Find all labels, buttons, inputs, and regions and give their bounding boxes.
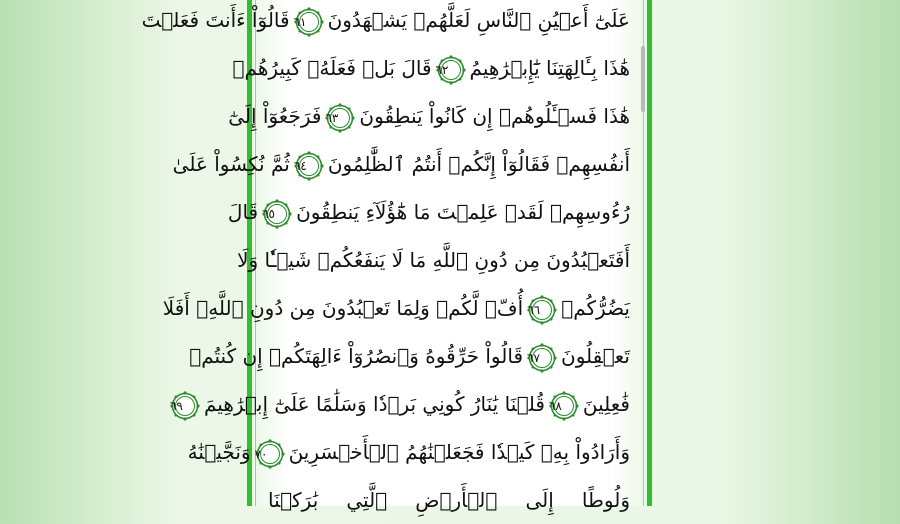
verse-line <box>237 236 630 284</box>
verse-line <box>268 476 630 524</box>
ayah-number: ٦٤ <box>293 158 307 173</box>
verse-line <box>187 428 630 476</box>
verse-text: فَرَجَعُوٓاْ إِلَىٰٓ <box>228 104 322 128</box>
ayah-number-marker <box>294 151 324 181</box>
verse-text: قَالُوٓاْ ءَأَنتَ فَعَلۡتَ <box>141 8 290 32</box>
verse-text: قَالَ <box>227 200 259 224</box>
verse-text: وَأَرَادُواْ بِهِۦ كَيۡدٗا فَجَعَلۡنَٰهُمُ ٱلۡأَخۡسَرِينَ <box>288 440 630 464</box>
verse-line <box>141 0 630 44</box>
ayah-number-marker <box>170 391 200 421</box>
ayah-number: ٦٣ <box>325 110 339 125</box>
verse-text: فَٰعِلِينَ <box>582 392 630 416</box>
verse-line <box>227 188 630 236</box>
ayah-number-marker <box>294 7 324 37</box>
ayah-number: ٦٥ <box>262 206 275 221</box>
verse-line <box>172 140 630 188</box>
ayah-number: ٦٩ <box>169 398 183 413</box>
verse-text: قُلۡنَا يَٰنَارُ كُونِي بَرۡدٗا وَسَلَٰمًا عَلَىٰٓ إِبۡرَٰهِيمَ <box>203 392 545 416</box>
ayah-number: ٦١ <box>293 14 307 29</box>
verse-line <box>189 332 630 380</box>
ayah-number: ٦٦ <box>527 302 541 317</box>
ayah-number-marker <box>527 295 557 325</box>
verse-text: قَالُواْ حَرِّقُوهُ وَٱنصُرُوٓاْ ءَالِهَتَكُمۡ إِن كُنتُمۡ <box>189 344 524 368</box>
verse-text: أُفّٖ لَّكُمۡ وَلِمَا تَعۡبُدُونَ مِن دُونِ ٱللَّهِۚ أَفَلَا <box>162 296 524 320</box>
verse-text: هَٰذَا فَسۡـَٔلُوهُمۡ إِن كَانُواْ يَنطِقُونَ <box>359 104 630 128</box>
verse-text: وَلُوطًا إِلَى ٱلۡأَرۡضِ ٱلَّتِي بَٰرَكۡنَا <box>268 488 630 512</box>
scrollbar-thumb[interactable] <box>641 46 645 112</box>
verse-text: قَالَ بَلۡ فَعَلَهُۥ كَبِيرُهُمۡ <box>232 56 432 80</box>
verse-line <box>228 92 630 140</box>
verse-text: هَٰذَا بِـَٔالِهَتِنَا يَٰٓإِبۡرَٰهِيمُ <box>469 56 630 80</box>
verse-text: رُءُوسِهِمۡ لَقَدۡ عَلِمۡتَ مَا هَٰٓؤُلَآءِ يَنطِقُونَ <box>296 200 630 224</box>
page-border-right <box>647 0 652 506</box>
ayah-number-marker <box>527 343 557 373</box>
ayah-number-marker <box>436 55 466 85</box>
ayah-number-marker <box>255 439 285 469</box>
ayah-number: ٦٢ <box>435 62 449 77</box>
verse-text: ثُمَّ نُكِسُواْ عَلَىٰ <box>172 152 290 176</box>
verse-line <box>162 284 630 332</box>
ayah-number-marker <box>262 199 292 229</box>
verse-text: أَفَتَعۡبُدُونَ مِن دُونِ ٱللَّهِ مَا لَا يَنفَعُكُمۡ شَيۡـٔٗا وَلَا <box>237 248 630 272</box>
verse-text: وَنَجَّيۡنَٰهُ <box>187 440 251 464</box>
verse-text: يَضُرُّكُمۡ <box>561 296 630 320</box>
ayah-number: ٧٠ <box>254 446 268 461</box>
ayah-number-marker <box>549 391 579 421</box>
verse-text: عَلَىٰٓ أَعۡيُنِ ٱلنَّاسِ لَعَلَّهُمۡ يَشۡهَدُونَ <box>327 8 630 32</box>
verse-text: أَنفُسِهِمۡ فَقَالُوٓاْ إِنَّكُمۡ أَنتُمُ ٱلظَّٰلِمُونَ <box>327 152 630 176</box>
verse-text: تَعۡقِلُونَ <box>561 344 630 368</box>
ayah-number-marker <box>325 103 355 133</box>
verse-line <box>169 380 630 428</box>
verse-line <box>232 44 630 92</box>
ayah-number: ٦٨ <box>548 398 562 413</box>
ayah-number: ٦٧ <box>527 350 540 365</box>
